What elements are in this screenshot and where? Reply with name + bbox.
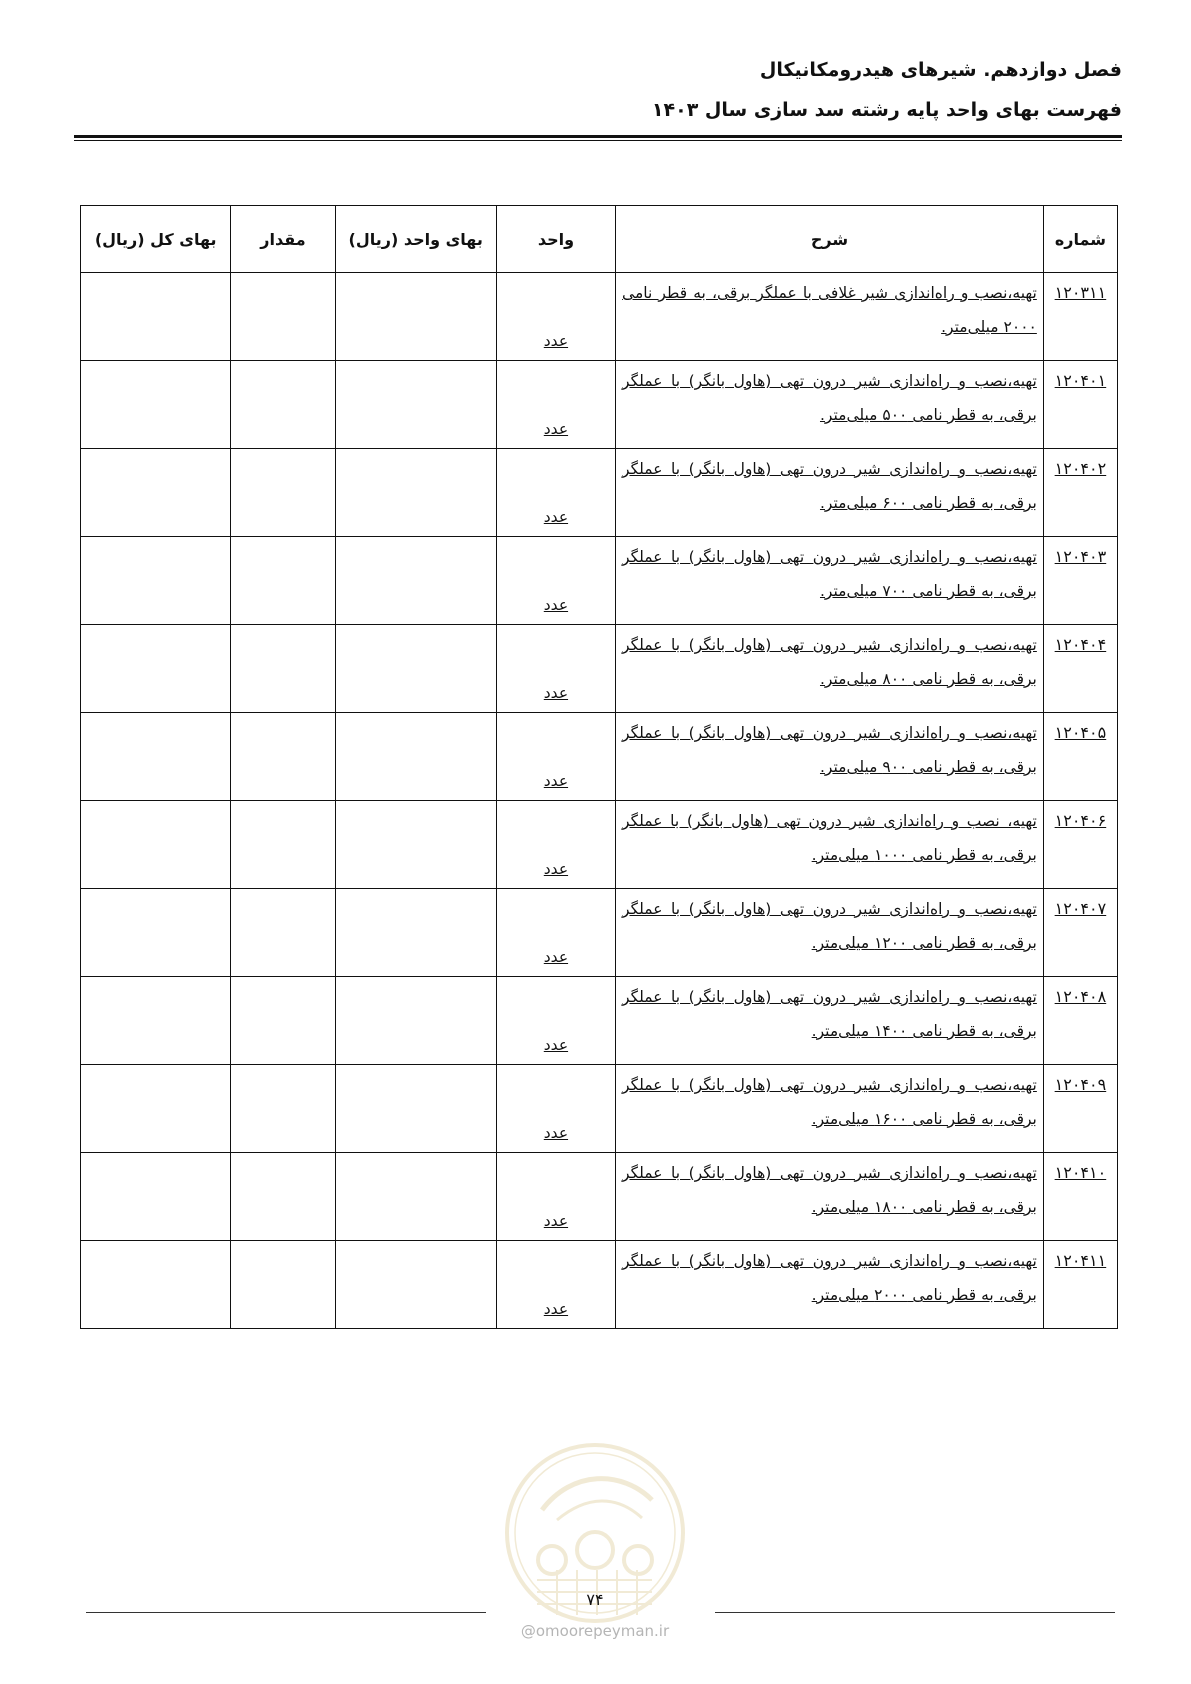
table-row — [81, 1241, 1118, 1329]
item-unit-price-cell — [335, 713, 496, 801]
table-row — [81, 537, 1118, 625]
column-header-total-price: بهای کل (ریال) — [81, 206, 231, 273]
item-unit-cell-text: عدد — [543, 684, 569, 702]
item-description-cell-text: تهیه،نصب و راه‌اندازی شیر درون تهی (هاول بانگر) با عملگر برقی، به قطر نامی ۹۰۰ میلی‌متر. — [622, 724, 1037, 776]
item-total-price-cell — [81, 361, 231, 449]
header-rule-thin — [74, 140, 1122, 141]
item-total-price-cell — [81, 537, 231, 625]
item-quantity-cell — [231, 1153, 335, 1241]
item-quantity-cell — [231, 273, 335, 361]
item-unit-cell-text: عدد — [543, 1036, 569, 1054]
item-code-cell-text: ۱۲۰۴۰۳ — [1054, 547, 1107, 566]
column-header-unit: واحد — [496, 206, 615, 273]
item-quantity-cell — [231, 977, 335, 1065]
item-unit-price-cell — [335, 977, 496, 1065]
item-code-cell — [1043, 625, 1117, 713]
item-unit-cell-text: عدد — [543, 1124, 569, 1142]
item-unit-cell — [496, 889, 615, 977]
item-description-cell-text: تهیه،نصب و راه‌اندازی شیر درون تهی (هاول بانگر) با عملگر برقی، به قطر نامی ۱۲۰۰ میلی‌متر. — [622, 900, 1037, 952]
item-code-cell-text: ۱۲۰۴۱۱ — [1054, 1251, 1107, 1270]
item-quantity-cell — [231, 1241, 335, 1329]
item-code-cell — [1043, 537, 1117, 625]
item-unit-price-cell — [335, 625, 496, 713]
item-description-cell-text: تهیه،نصب و راه‌اندازی شیر درون تهی (هاول بانگر) با عملگر برقی، به قطر نامی ۱۶۰۰ میلی‌متر. — [622, 1076, 1037, 1128]
table-row — [81, 625, 1118, 713]
item-description-cell-text: تهیه،نصب و راه‌اندازی شیر درون تهی (هاول بانگر) با عملگر برقی، به قطر نامی ۱۴۰۰ میلی‌متر. — [622, 988, 1037, 1040]
item-description-cell — [616, 889, 1044, 977]
item-unit-cell-text: عدد — [543, 332, 569, 350]
item-total-price-cell — [81, 273, 231, 361]
item-description-cell — [616, 537, 1044, 625]
item-code-cell-text: ۱۲۰۴۰۱ — [1054, 371, 1107, 390]
item-description-cell — [616, 625, 1044, 713]
item-unit-cell-text: عدد — [543, 1300, 569, 1318]
column-header-quantity: مقدار — [231, 206, 335, 273]
table-row — [81, 361, 1118, 449]
item-unit-cell — [496, 361, 615, 449]
footer-rule-left — [86, 1612, 486, 1613]
item-total-price-cell — [81, 1065, 231, 1153]
item-unit-cell — [496, 273, 615, 361]
item-description-cell — [616, 1065, 1044, 1153]
item-unit-price-cell — [335, 361, 496, 449]
item-quantity-cell — [231, 361, 335, 449]
table-row — [81, 449, 1118, 537]
item-description-cell — [616, 1241, 1044, 1329]
table-row — [81, 889, 1118, 977]
column-header-code: شماره — [1043, 206, 1117, 273]
item-unit-cell — [496, 801, 615, 889]
item-code-cell — [1043, 1153, 1117, 1241]
item-total-price-cell — [81, 1241, 231, 1329]
page-number: ۷۴ — [586, 1590, 604, 1609]
item-code-cell — [1043, 713, 1117, 801]
price-list-table — [80, 205, 1118, 1329]
item-total-price-cell — [81, 625, 231, 713]
item-unit-price-cell — [335, 449, 496, 537]
item-unit-cell — [496, 449, 615, 537]
item-total-price-cell — [81, 977, 231, 1065]
item-description-cell-text: تهیه،نصب و راه‌اندازی شیر درون تهی (هاول بانگر) با عملگر برقی، به قطر نامی ۸۰۰ میلی‌متر. — [622, 636, 1037, 688]
item-quantity-cell — [231, 1065, 335, 1153]
item-unit-cell-text: عدد — [543, 508, 569, 526]
item-unit-cell — [496, 625, 615, 713]
item-description-cell — [616, 977, 1044, 1065]
item-unit-cell-text: عدد — [543, 420, 569, 438]
item-unit-price-cell — [335, 801, 496, 889]
item-description-cell-text: تهیه، نصب و راه‌اندازی شیر درون تهی (هاول بانگر) با عملگر برقی، به قطر نامی ۱۰۰۰ میلی‌متر. — [622, 812, 1037, 864]
document-title: فهرست بهای واحد پایه رشته سد سازی سال ۱۴۰۳ — [651, 99, 1122, 121]
item-description-cell — [616, 273, 1044, 361]
item-code-cell-text: ۱۲۰۴۰۵ — [1054, 723, 1107, 742]
item-description-cell-text: تهیه،نصب و راه‌اندازی شیر درون تهی (هاول بانگر) با عملگر برقی، به قطر نامی ۵۰۰ میلی‌متر. — [622, 372, 1037, 424]
item-code-cell — [1043, 977, 1117, 1065]
chapter-title: فصل دوازدهم. شیرهای هیدرومکانیکال — [759, 59, 1122, 81]
item-code-cell-text: ۱۲۰۴۱۰ — [1054, 1163, 1107, 1182]
column-header-unit-price: بهای واحد (ریال) — [335, 206, 496, 273]
item-unit-cell — [496, 537, 615, 625]
item-unit-price-cell — [335, 1153, 496, 1241]
item-description-cell — [616, 1153, 1044, 1241]
item-description-cell-text: تهیه،نصب و راه‌اندازی شیر درون تهی (هاول بانگر) با عملگر برقی، به قطر نامی ۶۰۰ میلی‌متر. — [622, 460, 1037, 512]
item-unit-cell-text: عدد — [543, 596, 569, 614]
item-description-cell — [616, 801, 1044, 889]
item-code-cell-text: ۱۲۰۴۰۸ — [1054, 987, 1107, 1006]
column-header-description: شرح — [616, 206, 1044, 273]
page-header — [74, 55, 1122, 125]
item-unit-price-cell — [335, 1241, 496, 1329]
item-code-cell — [1043, 889, 1117, 977]
item-unit-price-cell — [335, 273, 496, 361]
item-code-cell — [1043, 1241, 1117, 1329]
table-row — [81, 1065, 1118, 1153]
item-code-cell-text: ۱۲۰۴۰۶ — [1054, 811, 1107, 830]
item-code-cell — [1043, 1065, 1117, 1153]
table-row — [81, 801, 1118, 889]
item-quantity-cell — [231, 449, 335, 537]
table-row — [81, 713, 1118, 801]
item-code-cell-text: ۱۲۰۴۰۹ — [1054, 1075, 1107, 1094]
item-total-price-cell — [81, 1153, 231, 1241]
item-unit-cell — [496, 1065, 615, 1153]
item-quantity-cell — [231, 713, 335, 801]
item-unit-price-cell — [335, 1065, 496, 1153]
item-total-price-cell — [81, 449, 231, 537]
item-total-price-cell — [81, 713, 231, 801]
item-code-cell-text: ۱۲۰۴۰۲ — [1054, 459, 1107, 478]
item-quantity-cell — [231, 801, 335, 889]
item-description-cell — [616, 361, 1044, 449]
item-description-cell-text: تهیه،نصب و راه‌اندازی شیر غلافی با عملگر برقی، به قطر نامی ۲۰۰۰ میلی‌متر. — [622, 284, 1037, 336]
item-unit-price-cell — [335, 889, 496, 977]
item-unit-cell-text: عدد — [543, 772, 569, 790]
website-watermark: @omoorepeyman.ir — [520, 1622, 670, 1640]
table-header-row — [81, 206, 1118, 273]
footer-rule-right — [715, 1612, 1115, 1613]
item-code-cell — [1043, 449, 1117, 537]
item-code-cell-text: ۱۲۰۴۰۴ — [1054, 635, 1107, 654]
item-description-cell — [616, 449, 1044, 537]
item-unit-cell-text: عدد — [543, 860, 569, 878]
item-unit-cell-text: عدد — [543, 1212, 569, 1230]
table-row — [81, 273, 1118, 361]
item-unit-cell — [496, 977, 615, 1065]
item-unit-cell — [496, 713, 615, 801]
item-unit-cell-text: عدد — [543, 948, 569, 966]
item-quantity-cell — [231, 625, 335, 713]
item-description-cell-text: تهیه،نصب و راه‌اندازی شیر درون تهی (هاول بانگر) با عملگر برقی، به قطر نامی ۱۸۰۰ میلی‌متر. — [622, 1164, 1037, 1216]
item-description-cell — [616, 713, 1044, 801]
item-unit-cell — [496, 1153, 615, 1241]
item-code-cell — [1043, 801, 1117, 889]
item-code-cell — [1043, 361, 1117, 449]
header-rule-thick — [74, 135, 1122, 138]
item-total-price-cell — [81, 801, 231, 889]
item-description-cell-text: تهیه،نصب و راه‌اندازی شیر درون تهی (هاول بانگر) با عملگر برقی، به قطر نامی ۷۰۰ میلی‌متر. — [622, 548, 1037, 600]
item-total-price-cell — [81, 889, 231, 977]
item-unit-price-cell — [335, 537, 496, 625]
item-description-cell-text: تهیه،نصب و راه‌اندازی شیر درون تهی (هاول بانگر) با عملگر برقی، به قطر نامی ۲۰۰۰ میلی‌متر. — [622, 1252, 1037, 1304]
item-unit-cell — [496, 1241, 615, 1329]
item-code-cell — [1043, 273, 1117, 361]
item-quantity-cell — [231, 889, 335, 977]
item-code-cell-text: ۱۲۰۴۰۷ — [1054, 899, 1107, 918]
item-code-cell-text: ۱۲۰۳۱۱ — [1054, 283, 1107, 302]
item-quantity-cell — [231, 537, 335, 625]
table-row — [81, 1153, 1118, 1241]
table-row — [81, 977, 1118, 1065]
